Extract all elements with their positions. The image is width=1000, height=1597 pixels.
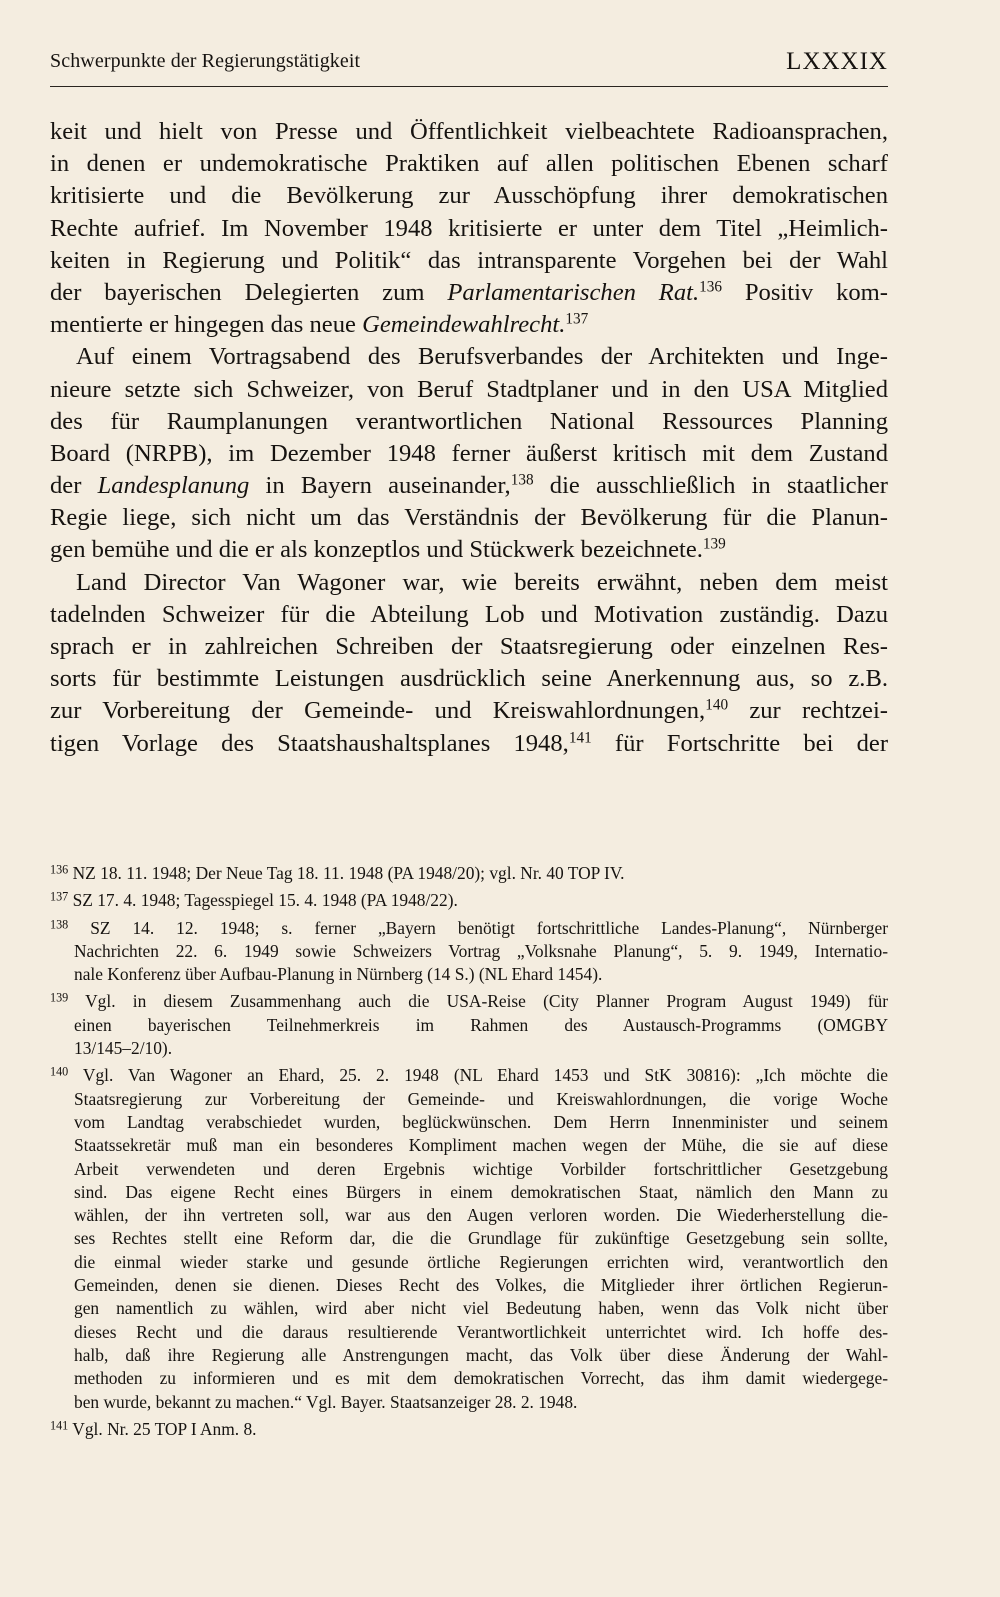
footnote-line <box>50 1227 888 1250</box>
footnote-text: SZ 14. 12. 1948; s. ferner „Bayern benötigt fortschrittliche Landes-Planung“, Nürnberger <box>90 917 888 938</box>
footnote-text: dieses Recht und die daraus resultierende Verantwortlichkeit unterrichtet wird. Ich hoffe des- <box>74 1321 888 1342</box>
footnote <box>50 889 888 912</box>
text-run: kritisierte und die Bevölkerung zur Ausschöpfung ihrer demokratischen <box>50 182 888 210</box>
footnote-number: 136 <box>50 862 69 877</box>
footnote-line <box>50 1418 888 1441</box>
footnote-text: ben wurde, bekannt zu machen.“ Vgl. Bayer. Staatsanzeiger 28. 2. 1948. <box>74 1391 578 1412</box>
footnote-text: einen bayerischen Teilnehmerkreis im Rahmen des Austausch-Programms (OMGBY <box>74 1014 888 1035</box>
footnote-text: sind. Das eigene Recht eines Bürgers in einem demokratischen Staat, nämlich den Mann zu <box>74 1181 888 1202</box>
footnote-marker: 141 <box>568 729 592 747</box>
text-line <box>50 567 888 599</box>
text-run: Regie liege, sich nicht um das Verständnis der Bevölkerung für die Planun- <box>50 504 888 532</box>
footnote-line <box>50 1037 888 1060</box>
footnote-number: 138 <box>50 917 69 932</box>
italic-term: Landesplanung <box>97 472 250 500</box>
footnote-line <box>50 1251 888 1274</box>
text-run: der <box>50 472 98 500</box>
text-run: tigen Vorlage des Staatshaushaltsplanes 1948, <box>50 729 569 757</box>
footnote-line <box>50 862 888 885</box>
footnote-marker: 140 <box>705 697 729 714</box>
footnote-text: Staatssekretär muß man ein besonderes Kompliment machen wegen der Mühe, die sie auf diese <box>74 1135 888 1156</box>
text-run: der bayerischen Delegierten zum <box>50 278 448 306</box>
text-line <box>50 406 888 438</box>
footnote-marker: 138 <box>510 471 534 489</box>
footnote-line <box>50 1134 888 1157</box>
text-run: keit und hielt von Presse und Öffentlichkeit vielbeachtete Radioansprachen, <box>50 118 888 145</box>
footnote-text: methoden zu informieren und es mit dem demokratischen Vorrecht, das ihm damit wiedergege- <box>74 1368 888 1389</box>
footnote-text: nale Konferenz über Aufbau-Planung in Nürnberg (14 S.) (NL Ehard 1454). <box>74 964 603 985</box>
footnote-text: Vgl. Van Wagoner an Ehard, 25. 2. 1948 (NL Ehard 1453 und StK 30816): „Ich möchte die <box>82 1065 888 1086</box>
footnote-line <box>50 1088 888 1111</box>
footnote-marker: 136 <box>699 278 722 296</box>
footnote-line <box>50 1321 888 1344</box>
text-line <box>50 213 888 245</box>
text-line <box>50 341 888 373</box>
footnote <box>50 1064 888 1413</box>
footnote-number: 140 <box>50 1064 69 1079</box>
footnote-line <box>50 963 888 986</box>
text-line <box>50 599 888 631</box>
text-line <box>50 116 888 148</box>
text-run: Rechte aufrief. Im November 1948 kritisierte er unter dem Titel „Heimlich- <box>50 214 888 242</box>
footnote-text: wählen, der ihn vertreten soll, war aus den Augen verloren worden. Die Wiederherstellung die- <box>74 1205 888 1226</box>
footnote-text: 13/145–2/10). <box>74 1038 173 1059</box>
running-header <box>50 46 888 87</box>
text-run: Land Director Van Wagoner war, wie bereits erwähnt, neben dem meist <box>76 568 888 596</box>
footnote-number: 141 <box>50 1418 69 1433</box>
text-run: nieure setzte sich Schweizer, von Beruf Stadtplaner und in den USA Mitglied <box>50 375 888 403</box>
footnotes-section <box>50 862 888 1445</box>
text-run: für Fortschritte bei der <box>591 729 889 757</box>
footnote-line <box>50 1344 888 1367</box>
footnote-line <box>50 1158 888 1181</box>
main-text <box>50 116 888 760</box>
footnote-text: SZ 17. 4. 1948; Tagesspiegel 15. 4. 1948 (PA 1948/22). <box>72 890 458 911</box>
text-line <box>50 245 888 277</box>
text-run: keiten in Regierung und Politik“ das intransparente Vorgehen bei der Wahl <box>50 246 888 274</box>
text-run: sorts für bestimmte Leistungen ausdrücklich seine Anerkennung aus, so z.B. <box>50 665 888 693</box>
text-run: die ausschließlich in staatlicher <box>533 472 888 500</box>
text-run: mentierte er hingegen das neue <box>50 311 363 339</box>
footnote-line <box>50 1204 888 1227</box>
page-number: LXXXIX <box>786 48 888 75</box>
footnote-line <box>50 917 888 940</box>
text-line <box>50 374 888 406</box>
footnote-line <box>50 1111 888 1134</box>
text-run: Board (NRPB), im Dezember 1948 ferner äußerst kritisch mit dem Zustand <box>50 439 888 467</box>
text-run: gen bemühe und die er als konzeptlos und Stückwerk bezeichnete. <box>50 536 703 564</box>
footnote-text: ses Rechtes stellt eine Reform dar, die die Grundlage für zukünftige Gesetzgebung sein sollte, <box>74 1228 888 1249</box>
text-run: Auf einem Vortragsabend des Berufsverbandes der Architekten und Inge- <box>76 343 888 371</box>
text-line <box>50 663 888 695</box>
text-line <box>50 502 888 534</box>
footnote-line <box>50 889 888 912</box>
text-run: in Bayern auseinander, <box>249 472 511 500</box>
text-run: sprach er in zahlreichen Schreiben der Staatsregierung oder einzelnen Res- <box>50 633 888 660</box>
footnote-marker: 139 <box>702 536 726 554</box>
footnote-number: 137 <box>50 889 69 904</box>
footnote-text: Vgl. in diesem Zusammenhang auch die USA-Reise (City Planner Program August 1949) für <box>85 991 888 1012</box>
footnote-marker: 137 <box>565 310 589 328</box>
footnote <box>50 1418 888 1441</box>
footnote-text: Vgl. Nr. 25 TOP I Anm. 8. <box>72 1418 257 1439</box>
text-line <box>50 631 888 663</box>
footnote-text: Staatsregierung zur Vorbereitung der Gemeinde- und Kreiswahlordnungen, die vorige Woche <box>74 1088 888 1109</box>
footnote-line <box>50 1367 888 1390</box>
text-line <box>50 180 888 212</box>
footnote <box>50 990 888 1060</box>
footnote-line <box>50 1274 888 1297</box>
footnote-text: Arbeit verwendeten und deren Ergebnis wichtige Vorbilder fortschrittlicher Gesetzgebung <box>74 1158 888 1179</box>
footnote <box>50 917 888 987</box>
footnote-text: die einmal wieder starke und gesunde örtliche Regierungen errichten wird, verantwortlich den <box>74 1251 888 1272</box>
text-run: Positiv kom- <box>721 278 888 306</box>
footnote-text: vom Landtag verabschiedet wurden, beglückwünschen. Dem Herrn Innenminister und seinem <box>74 1111 888 1132</box>
text-line <box>50 695 888 727</box>
footnote-line <box>50 1014 888 1037</box>
text-line <box>50 728 888 760</box>
footnote-text: Nachrichten 22. 6. 1949 sowie Schweizers Vortrag „Volksnahe Planung“, 5. 9. 1949, Internatio- <box>74 940 888 961</box>
italic-term: Parlamentarischen Rat. <box>447 278 700 306</box>
footnote-line <box>50 940 888 963</box>
footnote-line <box>50 1181 888 1204</box>
footnote-text: Gemeinden, denen sie dienen. Dieses Recht des Volkes, die Mitglieder ihrer örtlichen Regierun- <box>74 1275 888 1296</box>
footnote-number: 139 <box>50 991 69 1006</box>
italic-term: Gemeindewahlrecht. <box>362 311 566 339</box>
footnote-line <box>50 1391 888 1414</box>
footnote-text: NZ 18. 11. 1948; Der Neue Tag 18. 11. 1948 (PA 1948/20); vgl. Nr. 40 TOP IV. <box>72 863 625 883</box>
text-line <box>50 277 888 309</box>
footnote-line <box>50 1297 888 1320</box>
footnote-text: halb, daß ihre Regierung alle Anstrengungen macht, das Volk über diese Änderung der Wahl- <box>74 1344 888 1365</box>
text-run: zur Vorbereitung der Gemeinde- und Kreiswahlordnungen, <box>50 697 706 725</box>
text-run: des für Raumplanungen verantwortlichen National Ressources Planning <box>50 407 888 435</box>
text-line <box>50 438 888 470</box>
footnote-line <box>50 990 888 1013</box>
text-line <box>50 534 888 566</box>
text-run: in denen er undemokratische Praktiken auf allen politischen Ebenen scharf <box>50 150 888 178</box>
text-line <box>50 148 888 180</box>
footnote-gap <box>50 1441 888 1445</box>
text-run: zur rechtzei- <box>728 697 888 725</box>
footnote-line <box>50 1064 888 1087</box>
footnote <box>50 862 888 885</box>
text-line <box>50 470 888 502</box>
footnote-text: gen namentlich zu wählen, wird aber nicht viel Bedeutung haben, wenn das Volk nicht über <box>74 1298 888 1319</box>
running-title: Schwerpunkte der Regierungstätigkeit <box>50 50 361 72</box>
text-run: tadelnden Schweizer für die Abteilung Lob und Motivation zuständig. Dazu <box>50 600 888 628</box>
text-line <box>50 309 888 341</box>
